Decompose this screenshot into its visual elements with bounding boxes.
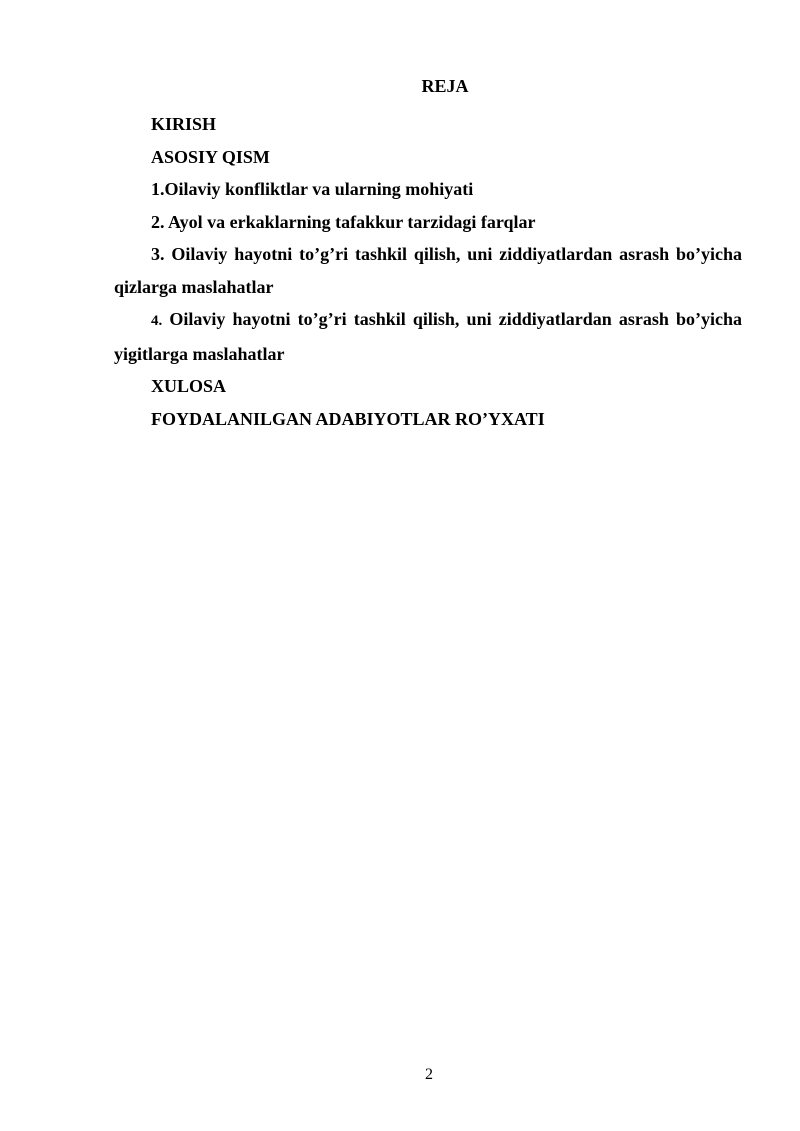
toc-item-section-4: [114, 303, 742, 370]
toc-item-conclusion: XULOSA: [151, 376, 227, 396]
toc-item-section-1: 1.Oilaviy konfliktlar va ularning mohiyati: [151, 179, 474, 199]
page-title: REJA: [421, 76, 469, 96]
toc-item-introduction: KIRISH: [151, 114, 217, 134]
toc-item-main-part: ASOSIY QISM: [151, 146, 270, 167]
toc-item-number: 4.: [151, 313, 163, 329]
table-of-contents: [114, 108, 742, 435]
page-number: 2: [425, 1066, 433, 1083]
toc-item-text: Oilaviy hayotni to’g’ri tashkil qilish, uni ziddiyatlardan asrash bo’yicha yigitlarga maslahatlar: [114, 309, 742, 364]
toc-item-section-3: 3. Oilaviy hayotni to’g’ri tashkil qilish, uni ziddiyatlardan asrash bo’yicha qizlarga maslahatlar: [114, 244, 742, 297]
toc-item-section-2: 2. Ayol va erkaklarning tafakkur tarzidagi farqlar: [151, 211, 536, 232]
toc-item-references: FOYDALANILGAN ADABIYOTLAR RO’YXATI: [151, 408, 545, 429]
